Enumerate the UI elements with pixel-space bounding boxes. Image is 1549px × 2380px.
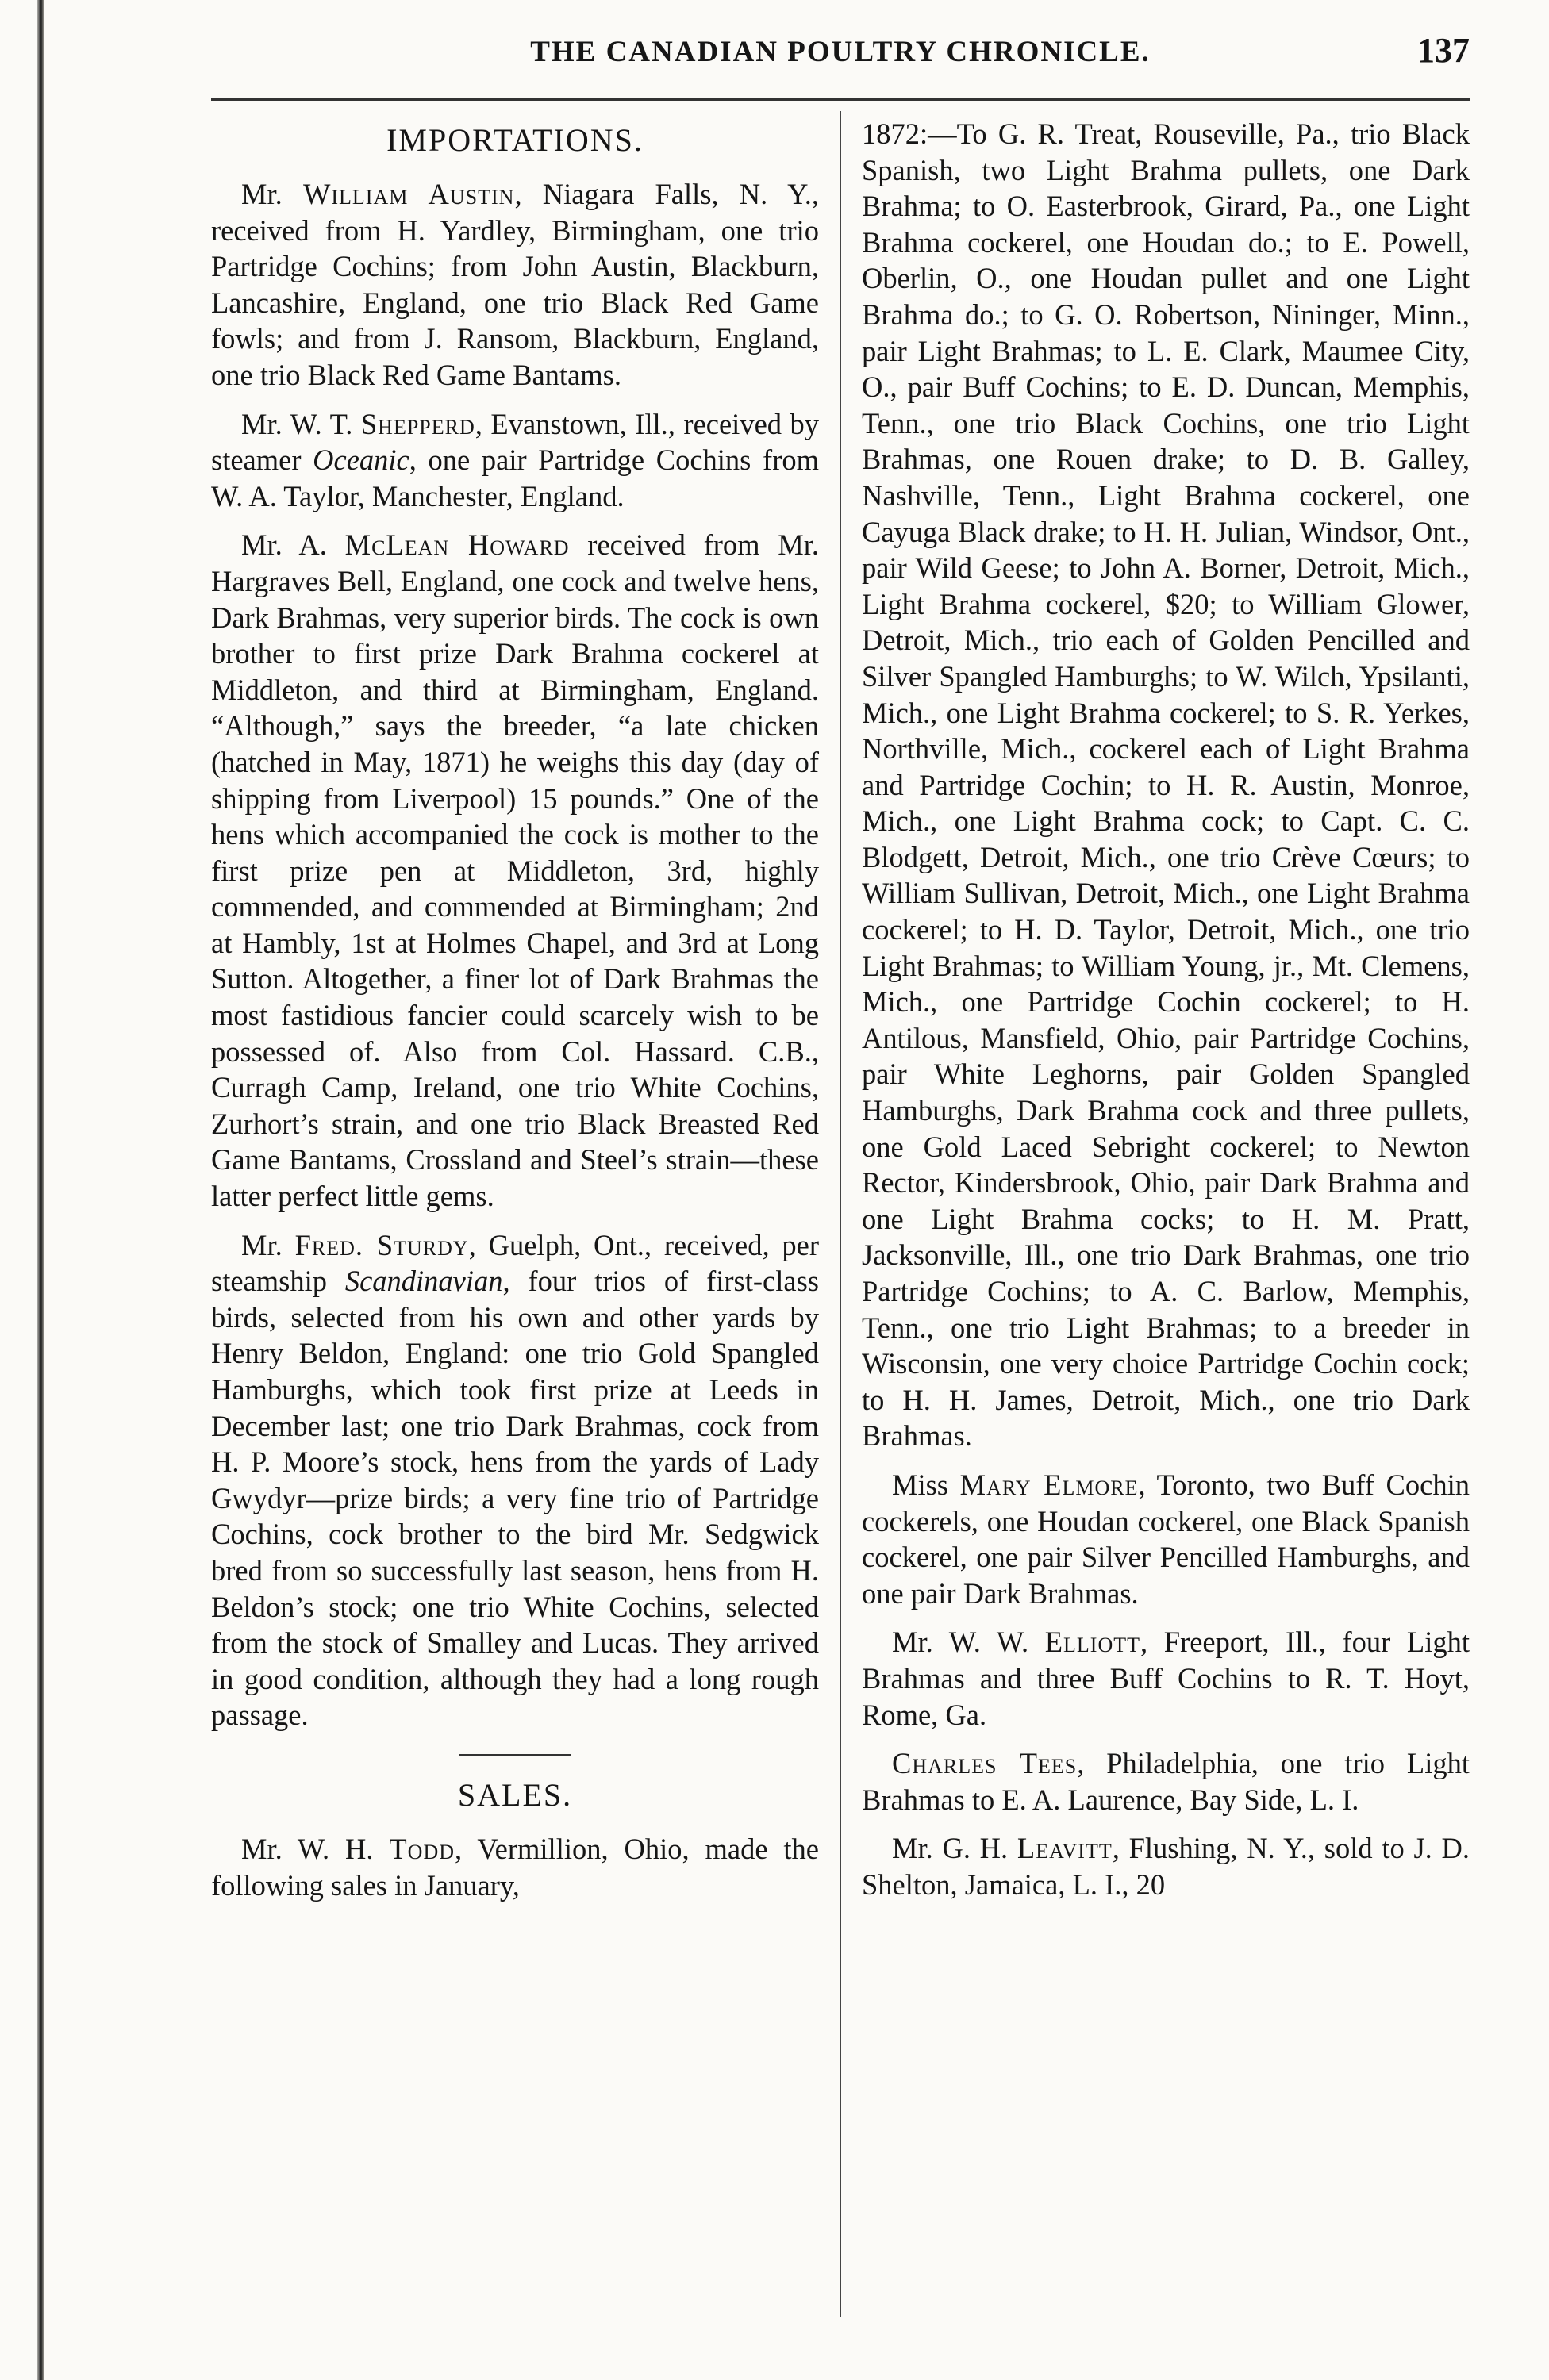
sales-heading: SALES.	[457, 1776, 573, 1813]
running-title: THE CANADIAN POULTRY CHRONICLE.	[530, 36, 1151, 68]
book-spine-edge	[37, 0, 44, 2380]
page-header	[211, 30, 1470, 81]
right-column	[862, 116, 1470, 1916]
person-name: Shepperd	[360, 407, 475, 440]
person-name: Elliott	[1044, 1626, 1141, 1659]
paragraph-howard: Mr. A. McLean Howard received from Mr. Hargraves Bell, England, one cock and twelve hens, Dark Brahmas, very superior birds. The cock is own brother to first prize Dark Brahma cockerel at Middleton, and third at Birmingham, England. “Although,” says the breeder, “a late chicken (hatched in May, 1871) he weighs this day (day of shipping from Liverpool) 15 pounds.” One of the hens which accompanied the cock is mother to the first prize pen at Middleton, 3rd, highly commended, and commended at Birmingham; 2nd at Hambly, 1st at Holmes Chapel, and 3rd at Long Sutton. Altogether, a finer lot of Dark Brahmas the most fastidious fancier could scarcely wish to be possessed of. Also from Col. Hassard. C.B., Curragh Camp, Ireland, one trio White Cochins, Zurhort’s strain, and one trio Black Breasted Red Game Bantams, Crossland and Steel’s strain—these latter perfect little gems.	[211, 528, 819, 1213]
person-name: Charles Tees	[892, 1747, 1078, 1780]
column-divider	[840, 111, 841, 2317]
paragraph-todd-sales-list: 1872:—To G. R. Treat, Rouseville, Pa., trio Black Spanish, two Light Brahma pullets, one Dark Brahma; to O. Easterbrook, Girard, Pa., one Light Brahma cockerel, one Houdan do.; to E. Powell, Oberlin, O., one Houdan pullet and one Light Brahma do.; to G. O. Robertson, Nininger, Minn., pair Light Brahmas; to L. E. Clark, Maumee City, O., pair Buff Cochins; to E. D. Duncan, Memphis, Tenn., one trio Black Cochins, one trio Light Brahmas, one Rouen drake; to D. B. Galley, Nashville, Tenn., Light Brahma cockerel, one Cayuga Black drake; to H. H. Julian, Windsor, Ont., pair Wild Geese; to John A. Borner, Detroit, Mich., Light Brahma cockerel, $20; to William Glower, Detroit, Mich., trio each of Golden Pencilled and Silver Spangled Hamburghs; to W. Wilch, Ypsilanti, Mich., one Light Brahma cockerel; to S. R. Yerkes, Northville, Mich., cockerel each of Light Brahma and Partridge Cochin; to H. R. Austin, Monroe, Mich., one Light Brahma cock; to Capt. C. C. Blodgett, Detroit, Mich., one trio Crève Cœurs; to William Sullivan, Detroit, Mich., one Light Brahma cockerel; to H. D. Taylor, Detroit, Mich., one trio Light Brahmas; to William Young, jr., Mt. Clemens, Mich., one Partridge Cochin cockerel; to H. Antilous, Mansfield, Ohio, pair Partridge Cochins, pair White Leghorns, pair Golden Spangled Hamburghs, Dark Brahma cock and three pullets, one Gold Laced Sebright cockerel; to Newton Rector, Kindersbrook, Ohio, pair Dark Brahma and one Light Brahma cocks; to H. M. Pratt, Jacksonville, Ill., one trio Dark Brahmas, one trio Partridge Cochins; to A. C. Barlow, Memphis, Tenn., one trio Light Brahmas; to a breeder in Wisconsin, one very choice Partridge Cochin cock; to H. H. James, Detroit, Mich., one trio Dark Brahmas.	[862, 117, 1470, 1453]
person-name: William Austin	[302, 178, 515, 210]
ship-name: Scandinavian	[344, 1265, 503, 1298]
paragraph-elliott: Mr. W. W. Elliott, Freeport, Ill., four Light Brahmas and three Buff Cochins to R. T. Hoyt, Rome, Ga.	[862, 1626, 1470, 1731]
header-rule	[211, 98, 1470, 101]
person-name: McLean Howard	[344, 528, 570, 562]
importations-heading: IMPORTATIONS.	[386, 122, 644, 158]
page-number: 137	[1417, 31, 1470, 70]
person-name: Fred. Sturdy	[294, 1228, 469, 1261]
paragraph-sturdy: Mr. Fred. Sturdy, Guelph, Ont., received, per steamship Scandinavian, four trios of first-class birds, selected from his own and other yards by Henry Beldon, England: one trio Gold Spangled Hamburghs, which took first prize at Leeds in December last; one trio Dark Brahmas, cock from H. P. Moore’s stock, hens from the yards of Lady Gwydyr—prize birds; a very fine trio of Partridge Cochins, cock brother to the bird Mr. Sedgwick bred from so successfully last season, hens from H. Beldon’s stock; one trio White Cochins, selected from the stock of Smalley and Lucas. They arrived in good condition, although they had a long rough passage.	[211, 1228, 820, 1732]
paragraph-shepperd: Mr. W. T. Shepperd, Evanstown, Ill., received by steamer Oceanic, one pair Partridge Cochins from W. A. Taylor, Manchester, England.	[211, 407, 820, 512]
paragraph-tees: Charles Tees, Philadelphia, one trio Light Brahmas to E. A. Laurence, Bay Side, L. I.	[862, 1747, 1470, 1816]
person-name: Leavitt	[1017, 1832, 1113, 1865]
paragraph-austin: Mr. William Austin, Niagara Falls, N. Y., received from H. Yardley, Birmingham, one trio Partridge Cochins; from John Austin, Blackburn, Lancashire, England, one trio Black Red Game fowls; and from J. Ransom, Blackburn, England, one trio Black Red Game Bantams.	[211, 178, 820, 391]
person-name: Mary Elmore	[959, 1468, 1139, 1501]
paragraph-todd: Mr. W. H. Todd, Vermillion, Ohio, made the following sales in January,	[211, 1832, 819, 1902]
ship-name: Oceanic	[313, 443, 409, 477]
person-name: Todd	[389, 1832, 455, 1865]
paragraph-leavitt: Mr. G. H. Leavitt, Flushing, N. Y., sold to J. D. Shelton, Jamaica, L. I., 20	[862, 1832, 1470, 1901]
left-column	[211, 116, 819, 1916]
section-rule	[459, 1754, 571, 1756]
paragraph-elmore: Miss Mary Elmore, Toronto, two Buff Cochin cockerels, one Houdan cockerel, one Black Spanish cockerel, one pair Silver Pencilled Hamburghs, and one pair Dark Brahmas.	[862, 1468, 1470, 1610]
